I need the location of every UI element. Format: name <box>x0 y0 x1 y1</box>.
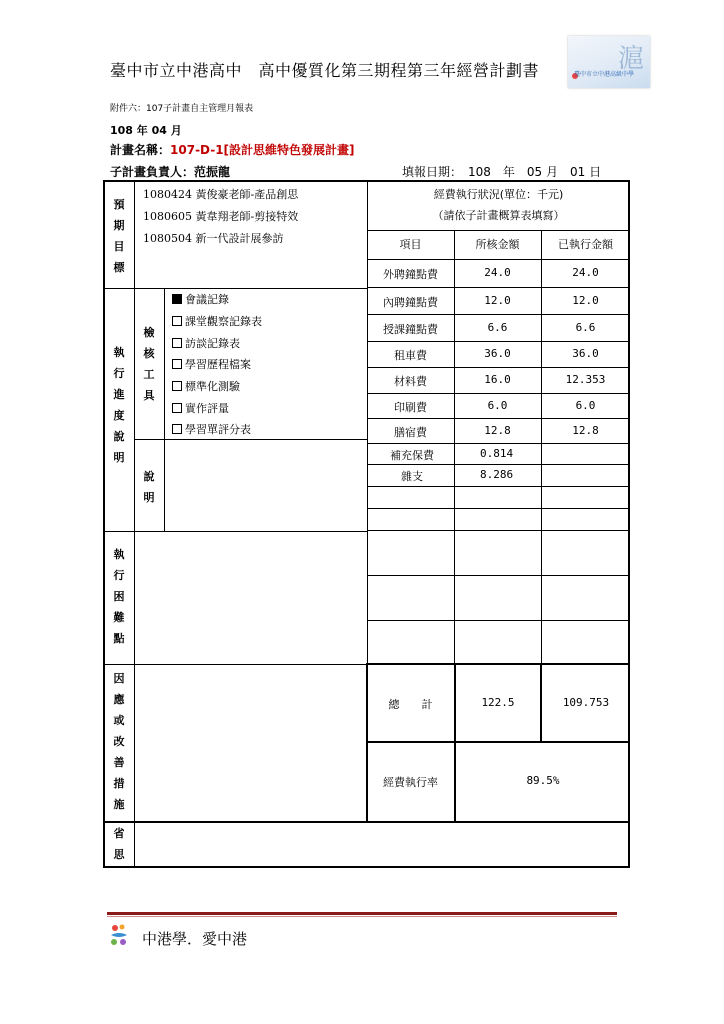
plan-name-line <box>110 141 355 158</box>
checkbox-icon[interactable] <box>172 424 182 434</box>
grid-line <box>367 341 630 342</box>
label-char: 行 <box>113 569 125 582</box>
budget-item: 內聘鐘點費 <box>383 296 438 309</box>
tools-section-label <box>139 322 159 406</box>
tool-label: 學習歷程檔案 <box>185 358 251 371</box>
difficulty-section-label <box>109 544 129 649</box>
label-char: 目 <box>113 240 125 253</box>
reflect-section-label <box>109 823 129 865</box>
goal-item: 1080424 黃俊豪老師-產品創思 <box>143 188 299 201</box>
footer-rule <box>107 912 617 915</box>
label-char: 期 <box>113 219 125 232</box>
grid-line <box>105 664 367 665</box>
grid-line <box>367 443 630 444</box>
tool-checkbox-item[interactable] <box>172 313 262 329</box>
budget-approved: 6.6 <box>487 321 508 334</box>
rate-value: 89.5% <box>526 774 560 787</box>
label-char: 或 <box>113 714 125 727</box>
checkbox-icon[interactable] <box>172 338 182 348</box>
grid-line <box>367 314 630 315</box>
tool-label: 訪談記錄表 <box>185 337 240 350</box>
label-char: 善 <box>113 756 125 769</box>
tool-checkbox-item[interactable] <box>172 400 229 416</box>
grid-line <box>367 367 630 368</box>
label-char: 思 <box>113 848 125 861</box>
tool-checkbox-item[interactable] <box>172 421 251 437</box>
checked-box-icon[interactable] <box>172 294 182 304</box>
logo-text: 臺中市立中港高級中學 <box>574 71 635 78</box>
goal-item: 1080504 新一代設計展參訪 <box>143 232 284 245</box>
label-char: 具 <box>143 389 155 402</box>
budget-approved: 36.0 <box>484 347 511 360</box>
budget-approved: 16.0 <box>484 373 511 386</box>
budget-item: 補充保費 <box>390 449 434 462</box>
label-char: 明 <box>113 451 125 464</box>
budget-col-item: 項目 <box>399 238 422 251</box>
label-char: 預 <box>113 198 125 211</box>
budget-item: 材料費 <box>394 375 427 388</box>
label-char: 難 <box>113 611 125 624</box>
label-char: 進 <box>113 388 125 401</box>
label-char: 省 <box>113 827 125 840</box>
budget-spent: 6.6 <box>575 321 596 334</box>
plan-owner: 子計畫負責人：范振龍 <box>110 165 231 179</box>
grid-line <box>164 288 165 531</box>
label-char: 檢 <box>143 326 155 339</box>
grid-line <box>367 486 630 487</box>
tool-checkbox-item[interactable] <box>172 356 251 372</box>
grid-line <box>367 418 630 419</box>
school-logo <box>568 36 650 88</box>
plan-name: 107-D-1[設計思維特色發展計畫] <box>170 143 355 157</box>
total-label: 總 計 <box>388 698 433 711</box>
budget-spent: 12.0 <box>572 294 599 307</box>
goal-section-label <box>109 194 129 278</box>
attachment-caption: 附件六：107子計畫自主管理月報表 <box>110 104 254 114</box>
grid-line <box>367 508 630 509</box>
label-char: 應 <box>113 693 125 706</box>
budget-approved: 6.0 <box>487 399 508 412</box>
budget-item: 外聘鐘點費 <box>383 268 438 281</box>
label-char: 措 <box>113 777 125 790</box>
budget-spent: 6.0 <box>575 399 596 412</box>
tool-label: 學習單評分表 <box>185 423 251 436</box>
grid-line <box>367 230 630 231</box>
tool-label: 課堂觀察記錄表 <box>185 315 262 328</box>
grid-line <box>105 288 367 289</box>
label-char: 因 <box>113 672 125 685</box>
tool-checkbox-item[interactable] <box>172 291 229 307</box>
label-char: 度 <box>113 409 125 422</box>
budget-item: 租車費 <box>394 349 427 362</box>
footer-rule-thin <box>107 916 617 917</box>
tool-label: 會議記錄 <box>185 293 229 306</box>
grid-line <box>366 663 368 823</box>
grid-line <box>134 439 367 440</box>
budget-item: 膳宿費 <box>394 426 427 439</box>
grid-line <box>105 531 367 532</box>
budget-spent: 36.0 <box>572 347 599 360</box>
tool-checkbox-item[interactable] <box>172 335 240 351</box>
grid-line <box>367 259 630 260</box>
grid-line <box>134 182 135 866</box>
grid-line <box>367 287 630 288</box>
tool-label: 實作評量 <box>185 402 229 415</box>
budget-approved: 12.8 <box>484 424 511 437</box>
checkbox-icon[interactable] <box>172 359 182 369</box>
budget-item: 授課鐘點費 <box>383 323 438 336</box>
label-char: 工 <box>143 368 155 381</box>
grid-line <box>367 464 630 465</box>
label-char: 核 <box>143 347 155 360</box>
budget-spent: 12.353 <box>565 373 606 386</box>
explain-section-label <box>139 466 159 508</box>
plan-name-label: 計畫名稱： <box>110 143 171 157</box>
label-char: 執 <box>113 346 125 359</box>
label-char: 標 <box>113 261 125 274</box>
tool-checkbox-item[interactable] <box>172 378 240 394</box>
progress-section-label <box>109 342 129 468</box>
logo-emblem-icon: 滬 <box>617 44 644 74</box>
checkbox-icon[interactable] <box>172 403 182 413</box>
fill-date: 填報日期： 108 年 05 月 01 日 <box>402 165 602 179</box>
label-char: 行 <box>113 367 125 380</box>
grid-line <box>367 530 630 531</box>
total-approved: 122.5 <box>481 696 515 709</box>
label-char: 說 <box>143 470 155 483</box>
report-year-month: 108 年 04 月 <box>110 124 182 137</box>
budget-col-spent: 已執行金額 <box>558 238 613 251</box>
checkbox-icon[interactable] <box>172 381 182 391</box>
budget-col-approved: 所核金額 <box>475 238 520 251</box>
label-char: 執 <box>113 548 125 561</box>
budget-item: 雜支 <box>401 470 423 483</box>
label-char: 點 <box>113 632 125 645</box>
label-char: 說 <box>113 430 125 443</box>
rate-label: 經費執行率 <box>383 776 438 789</box>
budget-approved: 12.0 <box>484 294 511 307</box>
grid-line <box>367 741 630 743</box>
budget-approved: 24.0 <box>484 266 511 279</box>
budget-title: 經費執行狀況(單位：千元) <box>433 188 564 201</box>
label-char: 明 <box>143 491 155 504</box>
budget-subtitle: （請依子計畫概算表填寫） <box>432 209 565 222</box>
tool-label: 標準化測驗 <box>185 380 240 393</box>
checkbox-icon[interactable] <box>172 316 182 326</box>
budget-spent: 12.8 <box>572 424 599 437</box>
budget-spent: 24.0 <box>572 266 599 279</box>
budget-approved: 8.286 <box>480 468 514 481</box>
total-spent: 109.753 <box>562 696 610 709</box>
budget-item: 印刷費 <box>394 401 427 414</box>
label-char: 施 <box>113 798 125 811</box>
school-logo-icon <box>108 922 130 948</box>
grid-line <box>367 663 630 665</box>
label-char: 改 <box>113 735 125 748</box>
grid-line <box>367 620 630 621</box>
goal-item: 1080605 黃韋翔老師-剪接特效 <box>143 210 299 223</box>
grid-line <box>367 393 630 394</box>
grid-line <box>367 575 630 576</box>
document-header-title: 臺中市立中港高中 高中優質化第三期程第三年經營計劃書 <box>110 61 540 80</box>
footer-slogan: 中港學．愛中港 <box>142 930 248 948</box>
improve-section-label <box>109 668 129 815</box>
label-char: 困 <box>113 590 125 603</box>
budget-approved: 0.814 <box>480 447 514 460</box>
